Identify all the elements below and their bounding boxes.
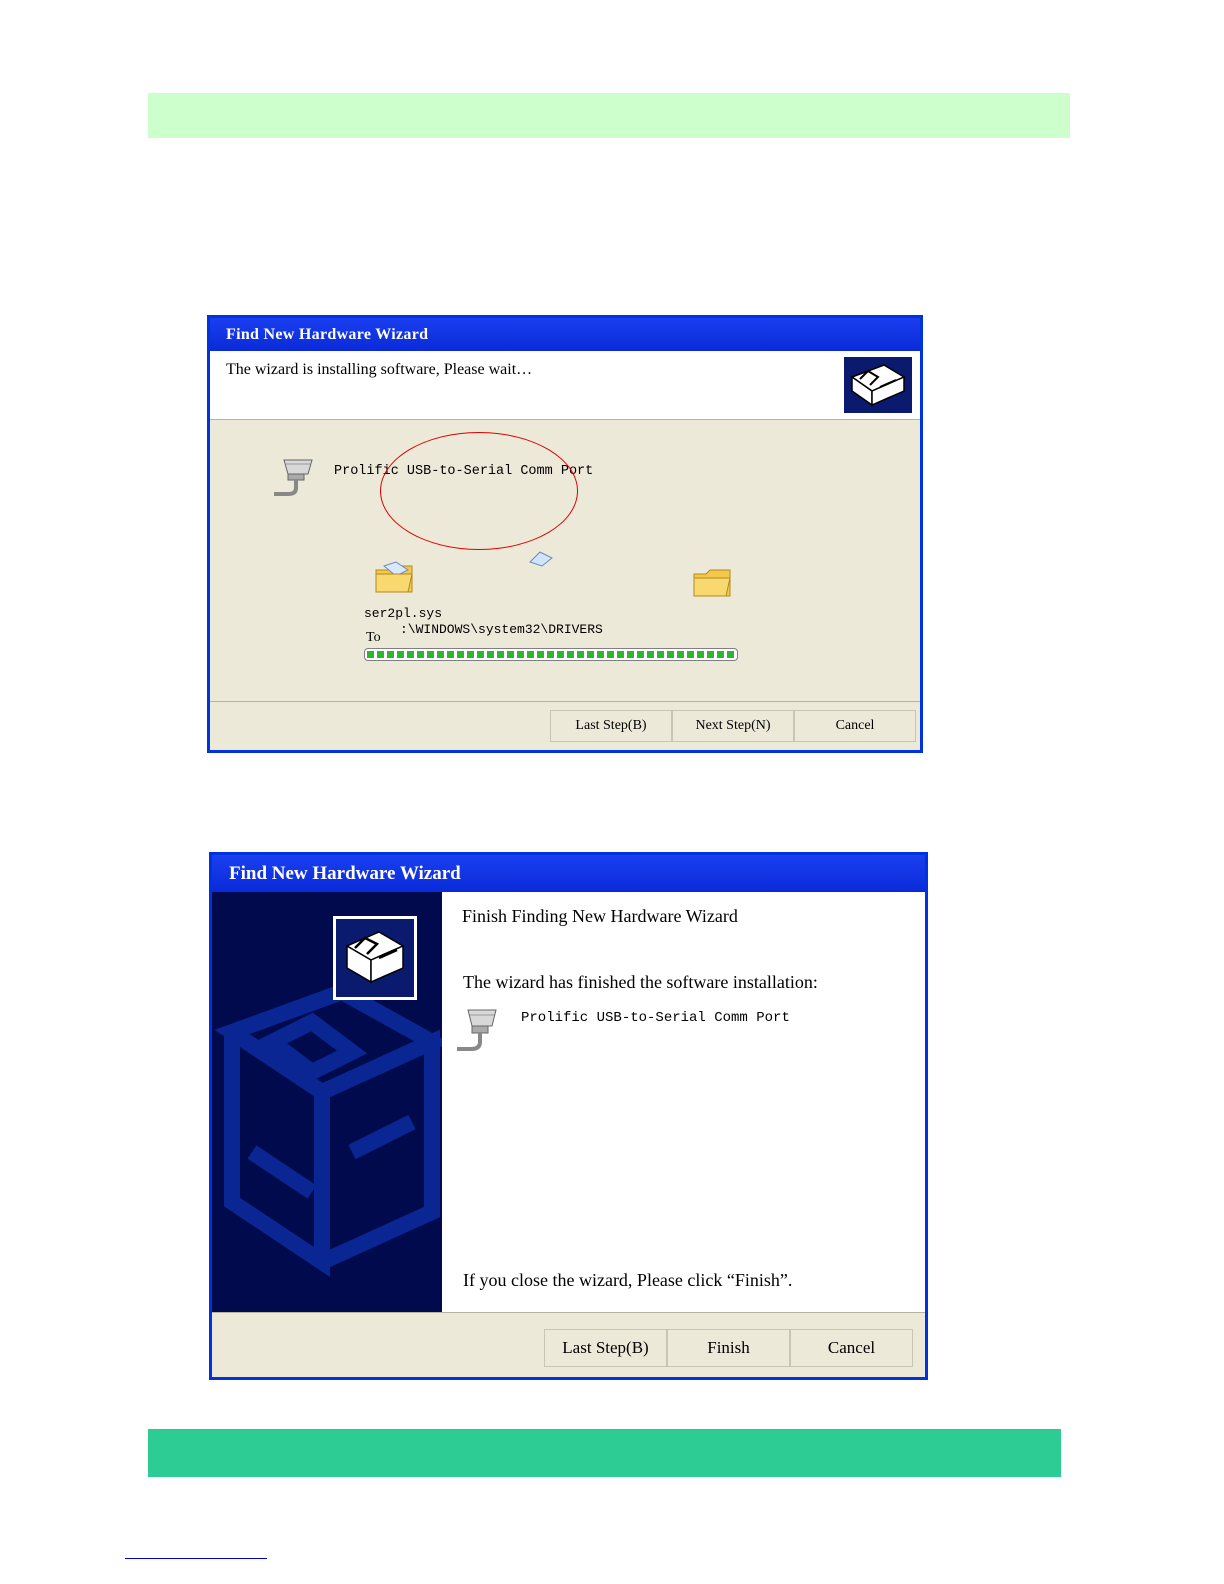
finish-message: The wizard has finished the software installation: <box>463 972 818 992</box>
highlight-ellipse <box>380 432 578 550</box>
serial-port-icon <box>454 1008 500 1054</box>
button-row <box>550 710 916 742</box>
window-title: Find New Hardware Wizard <box>229 862 461 884</box>
device-name: Prolific USB-to-Serial Comm Port <box>521 1010 790 1026</box>
flying-document-icon <box>528 550 554 568</box>
install-wizard-dialog <box>207 315 923 753</box>
footnote-rule <box>125 1558 267 1559</box>
wizard-content <box>212 892 925 1312</box>
finish-wizard-dialog <box>209 852 928 1380</box>
back-button[interactable]: Last Step(B) <box>544 1329 667 1367</box>
finish-button[interactable]: Finish <box>667 1329 790 1367</box>
wizard-side-panel <box>212 892 442 1312</box>
wizard-heading: Finish Finding New Hardware Wizard <box>462 906 738 926</box>
button-row <box>544 1329 913 1367</box>
wizard-footer <box>212 1312 925 1378</box>
cancel-button[interactable]: Cancel <box>790 1329 913 1367</box>
source-folder-icon <box>374 560 416 596</box>
progress-fill <box>367 651 735 658</box>
to-label: To <box>366 630 381 645</box>
device-name: Prolific USB-to-Serial Comm Port <box>334 464 594 479</box>
header-text: The wizard is installing software, Please wait… <box>226 361 533 378</box>
next-button[interactable]: Next Step(N) <box>672 710 794 742</box>
hardware-wizard-icon <box>844 357 912 413</box>
destination-path: :\WINDOWS\system32\DRIVERS <box>400 622 603 637</box>
bottom-footer-band <box>148 1429 1061 1477</box>
hardware-wizard-icon <box>333 916 417 1000</box>
title-bar <box>210 318 920 351</box>
wizard-main-panel <box>442 892 925 1312</box>
close-instruction: If you close the wizard, Please click “Finish”. <box>463 1270 793 1290</box>
top-header-band <box>148 93 1070 138</box>
window-title: Find New Hardware Wizard <box>226 325 429 343</box>
cancel-button[interactable]: Cancel <box>794 710 916 742</box>
destination-folder-icon <box>692 568 734 600</box>
copy-progress-bar <box>364 648 738 661</box>
wizard-header <box>210 351 920 420</box>
wizard-footer <box>210 702 920 750</box>
file-name: ser2pl.sys <box>364 606 443 621</box>
back-button[interactable]: Last Step(B) <box>550 710 672 742</box>
serial-port-icon <box>270 458 316 498</box>
wizard-body <box>210 420 920 702</box>
title-bar <box>212 855 925 892</box>
